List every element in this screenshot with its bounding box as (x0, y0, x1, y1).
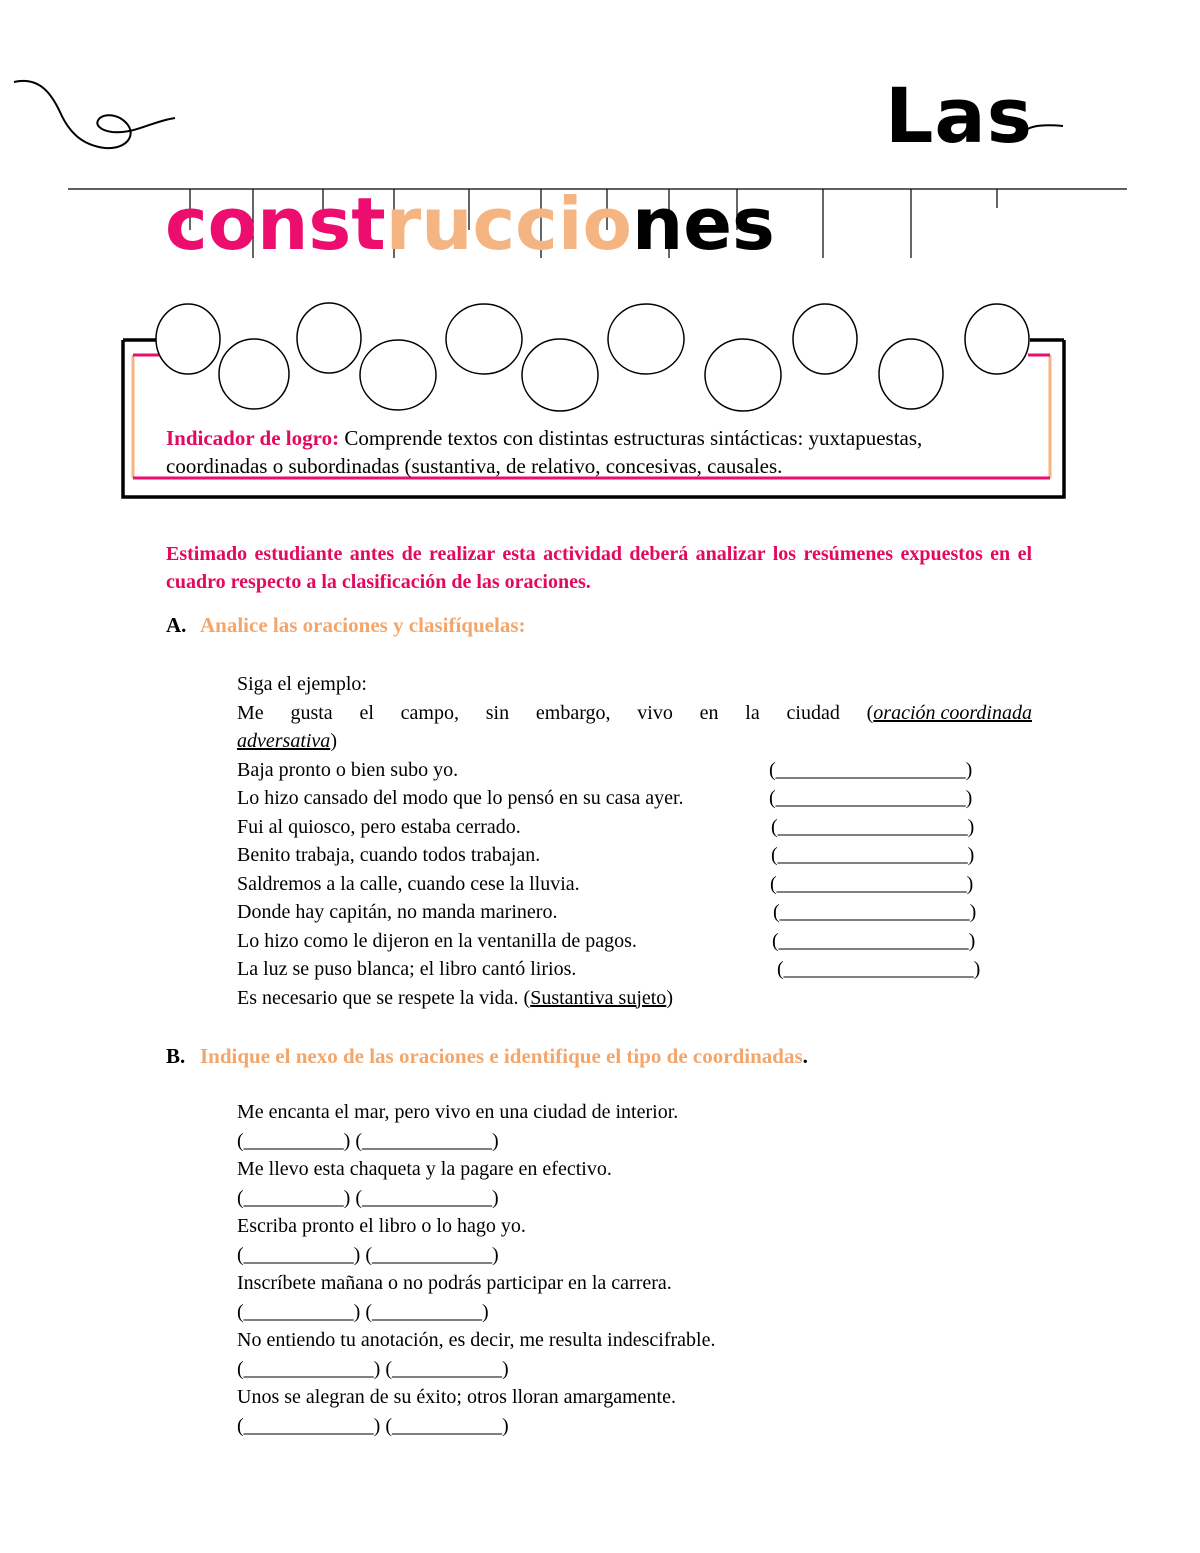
example-answer-part1: oración coordinada (873, 701, 1032, 724)
sentence: La luz se puso blanca; el libro cantó lirios. (237, 958, 577, 980)
indicator-text-2: coordinadas o subordinadas (sustantiva, de relativo, concesivas, causales. (166, 454, 783, 478)
example-sentence-line1: Me gusta el campo, sin embargo, vivo en la ciudad (oración coordinada (237, 699, 1032, 728)
exercise-b-sentence: Escriba pronto el libro o lo hago yo. (237, 1215, 526, 1237)
exercise-a-item (237, 898, 1032, 927)
section-a-title: Analice las oraciones y clasifíquelas: (200, 613, 526, 637)
section-a-heading (166, 611, 525, 639)
title-word-construcciones (165, 182, 775, 266)
exercise-a-last (237, 984, 1032, 1013)
exercise-b-sentence: Unos se alegran de su éxito; otros lloran amargamente. (237, 1386, 676, 1408)
word: gusta (290, 701, 333, 724)
exercise-a-item (237, 813, 1032, 842)
word: campo, (400, 701, 459, 724)
exercise-a-item (237, 756, 1032, 785)
word: sin (485, 701, 510, 724)
word: Me (237, 701, 264, 724)
exercise-b-blanks[interactable]: (__________) (_____________) (237, 1129, 499, 1152)
exercise-a-item (237, 784, 1032, 813)
exercise-a-item (237, 870, 1032, 899)
answer-blank[interactable]: (___________________) (772, 929, 976, 952)
example-sentence-line2: adversativa) (237, 730, 337, 752)
title-part-3: nes (631, 182, 775, 266)
exercise-a-item (237, 927, 1032, 956)
sentence: Benito trabaja, cuando todos trabajan. (237, 844, 541, 866)
word: la (745, 701, 760, 724)
heading-period: . (802, 1044, 808, 1068)
exercise-b-sentence: Inscríbete mañana o no podrás participar en la carrera. (237, 1272, 672, 1294)
word: vivo (637, 701, 673, 724)
sentence: Fui al quiosco, pero estaba cerrado. (237, 815, 521, 838)
exercise-a-item (237, 841, 1032, 870)
exercise-b-blanks[interactable]: (_____________) (___________) (237, 1414, 509, 1437)
sentence: Saldremos a la calle, cuando cese la lluvia. (237, 872, 580, 895)
indicator-text-1: Comprende textos con distintas estructuras sintácticas: yuxtapuestas, (339, 426, 923, 450)
section-b-title: Indique el nexo de las oraciones e identifique el tipo de coordinadas (200, 1044, 803, 1068)
exercise-b-sentence: Me encanta el mar, pero vivo en una ciudad de interior. (237, 1101, 679, 1123)
section-b-body (237, 1098, 715, 1440)
exercise-b-sentence: No entiendo tu anotación, es decir, me resulta indescifrable. (237, 1329, 716, 1351)
section-a-letter: A. (166, 613, 187, 637)
exercise-b-blanks[interactable]: (___________) (___________) (237, 1300, 489, 1323)
title-word-las: Las (885, 71, 1033, 160)
achievement-indicator (166, 424, 1036, 480)
example-label: Siga el ejemplo: (237, 673, 367, 695)
indicator-label: Indicador de logro: (166, 426, 340, 450)
section-a-body (237, 670, 1032, 1012)
word: ciudad (786, 701, 840, 724)
sentence: Donde hay capitán, no manda marinero. (237, 901, 558, 923)
word: embargo, (535, 701, 611, 724)
sentence: Es necesario que se respete la vida. ( (237, 986, 531, 1009)
intro-paragraph: Estimado estudiante antes de realizar esta actividad deberá analizar los resúmenes expuestos en el cuadro respecto a la clasificación de las oraciones. (166, 543, 1032, 593)
sentence: Baja pronto o bien subo yo. (237, 758, 459, 781)
exercise-b-sentence: Me llevo esta chaqueta y la pagare en efectivo. (237, 1158, 612, 1180)
sentence: Lo hizo cansado del modo que lo pensó en su casa ayer. (237, 787, 684, 809)
answer-blank[interactable]: (___________________) (769, 787, 973, 809)
scribble-left-icon (14, 81, 175, 148)
answer-blank[interactable]: (___________________) (771, 844, 975, 866)
close-paren: ) (666, 986, 673, 1009)
example-answer-part2: adversativa (237, 730, 331, 752)
word: el (359, 701, 374, 724)
exercise-b-blanks[interactable]: (___________) (____________) (237, 1243, 499, 1266)
exercise-a-item (237, 955, 1032, 984)
last-answer: Sustantiva sujeto (530, 986, 667, 1009)
section-b-heading (166, 1042, 808, 1070)
sentence: Lo hizo como le dijeron en la ventanilla de pagos. (237, 929, 637, 952)
answer-blank[interactable]: (___________________) (773, 901, 977, 923)
answer-blank[interactable]: (___________________) (777, 958, 981, 980)
answer-blank[interactable]: (___________________) (769, 758, 973, 781)
word: en (699, 701, 719, 724)
title-part-2: ruccio (385, 182, 632, 266)
spiral-rings (156, 303, 1029, 411)
exercise-b-blanks[interactable]: (_____________) (___________) (237, 1357, 509, 1380)
answer-blank[interactable]: (___________________) (771, 815, 975, 838)
section-b-letter: B. (166, 1044, 186, 1068)
title-part-1: const (165, 182, 386, 266)
answer-blank[interactable]: (___________________) (770, 872, 974, 895)
exercise-b-blanks[interactable]: (__________) (_____________) (237, 1186, 499, 1209)
